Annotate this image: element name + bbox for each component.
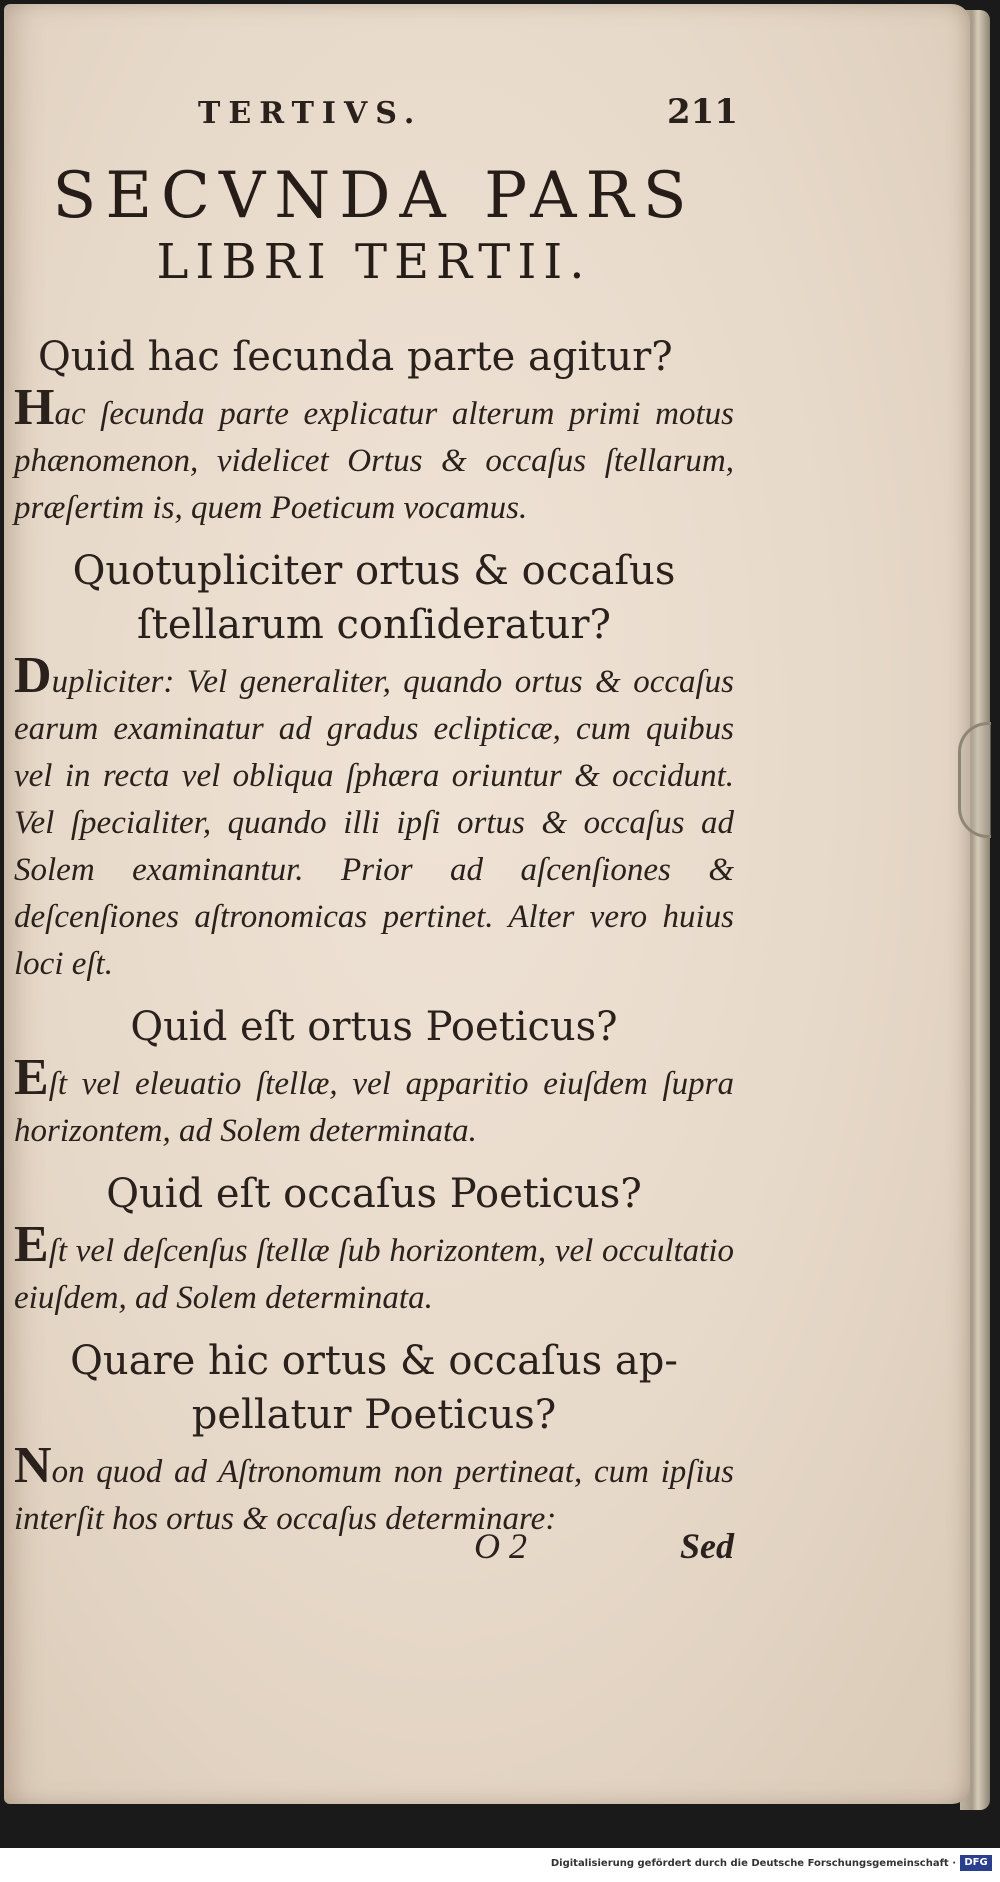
question-1: Quid hac ſecunda parte agitur? — [38, 334, 673, 380]
answer-2: Dupliciter: Vel generaliter, quando ortus & occaſus earum examinatur ad gradus eclipticæ, cum quibus vel in recta vel obliqua ſphæra oriuntur & occidunt. Vel ſpecialiter, quando illi ipſi ortus & occaſus ad Solem examinantur. Prior ad aſcenſiones & deſcenſiones aſtronomicas pertinet. Alter vero huius loci eſt. — [14, 647, 734, 982]
signature-mark: O 2 — [474, 1526, 527, 1566]
page-number: 211 — [667, 92, 738, 132]
catchword: Sed — [680, 1526, 734, 1566]
question-5-line-1: Quare hic ortus & occaſus ap- — [70, 1338, 678, 1384]
question-3: Quid eſt ortus Poeticus? — [130, 1004, 618, 1050]
dfg-logo-icon: DFG — [960, 1855, 992, 1871]
section-title — [14, 160, 734, 292]
answer-3: Eſt vel eleuatio ſtellæ, vel apparitio eiuſdem ſupra horizontem, ad Solem determinata. — [14, 1049, 734, 1149]
answer-4: Eſt vel deſcenſus ſtellæ ſub horizontem, vel occultatio eiuſdem, ad Solem determinata. — [14, 1216, 734, 1316]
question-2-line-2: ſtellarum conſideratur? — [136, 602, 611, 648]
section-title-line-1: SECVNDA PARS — [52, 159, 696, 233]
running-head — [18, 92, 738, 136]
question-2-line-1: Quotupliciter ortus & occaſus — [72, 548, 676, 594]
answer-1: Hac ſecunda parte explicatur alterum primi motus phænomenon, videlicet Ortus & occaſus ſtellarum, præſertim is, quem Poeticum vocamus. — [14, 379, 734, 526]
question-5 — [14, 1334, 734, 1442]
answer-5: Non quod ad Aſtronomum non pertineat, cum ipſius interſit hos ortus & occaſus determinare: — [14, 1437, 734, 1537]
page-content — [14, 330, 734, 1555]
catch-line — [14, 1525, 734, 1575]
section-title-line-2: LIBRI TERTII. — [156, 234, 592, 290]
question-4: Quid eſt occaſus Poeticus? — [106, 1171, 642, 1217]
question-5-line-2: pellatur Poeticus? — [191, 1392, 557, 1438]
running-head-title: TERTIVS. — [198, 96, 423, 131]
book-clasp — [958, 722, 991, 838]
footer-credit: Digitalisierung gefördert durch die Deutsche Forschungsgemeinschaft · — [550, 1858, 956, 1869]
question-2 — [14, 544, 734, 652]
